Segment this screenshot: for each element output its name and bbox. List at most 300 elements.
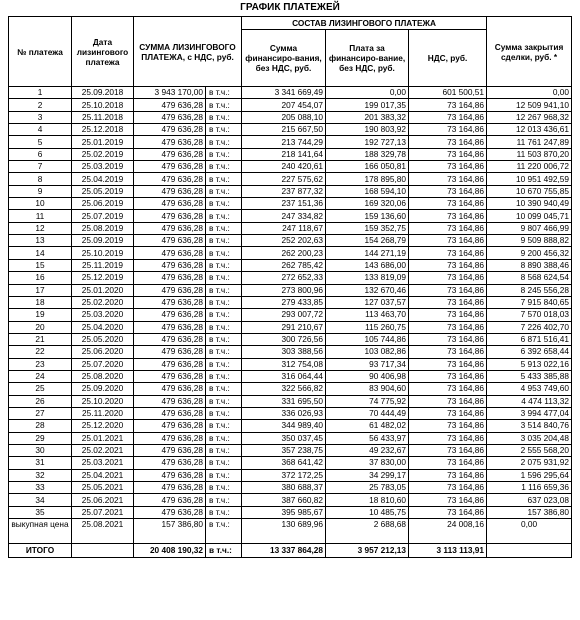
cell-payment-sum: 479 636,28 [134, 457, 206, 469]
header-closing-sum: Сумма закрытия сделки, руб. * [487, 17, 572, 87]
cell-closing: 12 267 968,32 [487, 111, 572, 123]
cell-closing: 8 890 388,46 [487, 259, 572, 271]
table-row [9, 358, 572, 370]
cell-vat: 73 164,86 [409, 247, 487, 259]
cell-payment-date: 25.08.2019 [72, 222, 134, 234]
cell-vat: 73 164,86 [409, 198, 487, 210]
cell-closing: 3 035 204,48 [487, 432, 572, 444]
buyout-vat: 24 008,16 [409, 519, 487, 544]
cell-vt: в т.ч.: [206, 432, 242, 444]
cell-fee: 93 717,34 [326, 358, 409, 370]
cell-vt: в т.ч.: [206, 272, 242, 284]
table-row [9, 321, 572, 333]
cell-financing: 205 088,10 [242, 111, 326, 123]
cell-payment-number: 1 [9, 87, 72, 99]
cell-fee: 192 727,13 [326, 136, 409, 148]
cell-payment-sum: 479 636,28 [134, 284, 206, 296]
cell-financing: 293 007,72 [242, 309, 326, 321]
cell-fee: 133 819,09 [326, 272, 409, 284]
cell-payment-number: 31 [9, 457, 72, 469]
cell-payment-sum: 479 636,28 [134, 247, 206, 259]
total-closing-empty [487, 544, 572, 558]
cell-vat: 73 164,86 [409, 222, 487, 234]
cell-closing: 1 116 659,36 [487, 482, 572, 494]
table-row [9, 148, 572, 160]
cell-fee: 105 744,86 [326, 333, 409, 345]
cell-vat: 73 164,86 [409, 296, 487, 308]
cell-fee: 37 830,00 [326, 457, 409, 469]
cell-vat: 73 164,86 [409, 333, 487, 345]
cell-vt: в т.ч.: [206, 358, 242, 370]
cell-fee: 90 406,98 [326, 370, 409, 382]
cell-fee: 190 803,92 [326, 124, 409, 136]
cell-vat: 73 164,86 [409, 148, 487, 160]
cell-payment-sum: 479 636,28 [134, 198, 206, 210]
cell-fee: 166 050,81 [326, 161, 409, 173]
cell-payment-sum: 479 636,28 [134, 235, 206, 247]
cell-vat: 73 164,86 [409, 494, 487, 506]
cell-financing: 344 989,40 [242, 420, 326, 432]
cell-vt: в т.ч.: [206, 161, 242, 173]
cell-vat: 73 164,86 [409, 272, 487, 284]
cell-payment-sum: 479 636,28 [134, 124, 206, 136]
cell-payment-date: 25.10.2020 [72, 395, 134, 407]
cell-payment-date: 25.06.2019 [72, 198, 134, 210]
header-payment-composition: СОСТАВ ЛИЗИНГОВОГО ПЛАТЕЖА [242, 17, 487, 30]
cell-vt: в т.ч.: [206, 370, 242, 382]
total-vt: в т.ч.: [206, 544, 242, 558]
cell-closing: 7 570 018,03 [487, 309, 572, 321]
header-financing-amount: Сумма финансиро-вания, без НДС, руб. [242, 30, 326, 87]
cell-payment-date: 25.07.2020 [72, 358, 134, 370]
table-row [9, 383, 572, 395]
cell-closing: 637 023,08 [487, 494, 572, 506]
cell-payment-sum: 479 636,28 [134, 494, 206, 506]
cell-vat: 73 164,86 [409, 420, 487, 432]
cell-fee: 0,00 [326, 87, 409, 99]
cell-vat: 73 164,86 [409, 124, 487, 136]
buyout-date: 25.08.2021 [72, 519, 134, 544]
cell-closing: 9 200 456,32 [487, 247, 572, 259]
cell-vt: в т.ч.: [206, 173, 242, 185]
table-row [9, 407, 572, 419]
cell-fee: 144 271,19 [326, 247, 409, 259]
cell-vat: 73 164,86 [409, 111, 487, 123]
cell-financing: 331 695,50 [242, 395, 326, 407]
cell-vt: в т.ч.: [206, 506, 242, 518]
cell-vt: в т.ч.: [206, 469, 242, 481]
buyout-sum: 157 386,80 [134, 519, 206, 544]
cell-vt: в т.ч.: [206, 482, 242, 494]
table-row [9, 99, 572, 111]
table-row [9, 469, 572, 481]
schedule-rows [9, 87, 572, 519]
cell-vt: в т.ч.: [206, 284, 242, 296]
cell-vt: в т.ч.: [206, 333, 242, 345]
cell-closing: 8 245 556,28 [487, 284, 572, 296]
cell-vt: в т.ч.: [206, 185, 242, 197]
cell-payment-number: 33 [9, 482, 72, 494]
cell-vat: 73 164,86 [409, 407, 487, 419]
cell-payment-number: 8 [9, 173, 72, 185]
cell-closing: 0,00 [487, 87, 572, 99]
cell-vat: 73 164,86 [409, 185, 487, 197]
cell-payment-number: 3 [9, 111, 72, 123]
cell-financing: 316 064,44 [242, 370, 326, 382]
cell-payment-number: 29 [9, 432, 72, 444]
cell-financing: 262 785,42 [242, 259, 326, 271]
cell-financing: 312 754,08 [242, 358, 326, 370]
cell-payment-number: 12 [9, 222, 72, 234]
cell-payment-sum: 479 636,28 [134, 358, 206, 370]
cell-payment-number: 13 [9, 235, 72, 247]
cell-payment-number: 24 [9, 370, 72, 382]
cell-closing: 2 555 568,20 [487, 444, 572, 456]
cell-fee: 83 904,60 [326, 383, 409, 395]
cell-payment-sum: 479 636,28 [134, 383, 206, 395]
cell-payment-sum: 479 636,28 [134, 333, 206, 345]
cell-vat: 73 164,86 [409, 161, 487, 173]
cell-vat: 73 164,86 [409, 210, 487, 222]
cell-financing: 372 172,25 [242, 469, 326, 481]
cell-payment-sum: 479 636,28 [134, 296, 206, 308]
cell-payment-date: 25.10.2018 [72, 99, 134, 111]
cell-fee: 70 444,49 [326, 407, 409, 419]
cell-vat: 73 164,86 [409, 395, 487, 407]
cell-payment-date: 25.09.2019 [72, 235, 134, 247]
cell-vat: 73 164,86 [409, 346, 487, 358]
cell-payment-date: 25.07.2021 [72, 506, 134, 518]
cell-financing: 336 026,93 [242, 407, 326, 419]
cell-payment-date: 25.09.2020 [72, 383, 134, 395]
cell-fee: 143 686,00 [326, 259, 409, 271]
cell-closing: 3 994 477,04 [487, 407, 572, 419]
table-row [9, 161, 572, 173]
cell-vt: в т.ч.: [206, 124, 242, 136]
cell-closing: 5 433 385,88 [487, 370, 572, 382]
cell-financing: 279 433,85 [242, 296, 326, 308]
cell-payment-sum: 479 636,28 [134, 469, 206, 481]
cell-financing: 350 037,45 [242, 432, 326, 444]
cell-closing: 9 807 466,99 [487, 222, 572, 234]
table-row [9, 370, 572, 382]
table-row [9, 247, 572, 259]
cell-vat: 73 164,86 [409, 370, 487, 382]
cell-payment-number: 5 [9, 136, 72, 148]
cell-financing: 300 726,56 [242, 333, 326, 345]
cell-closing: 4 474 113,32 [487, 395, 572, 407]
header-payment-sum: СУММА ЛИЗИНГОВОГО ПЛАТЕЖА, с НДС, руб. [134, 17, 242, 87]
cell-payment-number: 26 [9, 395, 72, 407]
cell-financing: 218 141,64 [242, 148, 326, 160]
cell-fee: 49 232,67 [326, 444, 409, 456]
cell-vat: 73 164,86 [409, 457, 487, 469]
cell-payment-sum: 479 636,28 [134, 222, 206, 234]
table-row [9, 259, 572, 271]
table-row [9, 235, 572, 247]
cell-payment-number: 11 [9, 210, 72, 222]
cell-vt: в т.ч.: [206, 444, 242, 456]
cell-closing: 11 220 006,72 [487, 161, 572, 173]
cell-payment-sum: 479 636,28 [134, 210, 206, 222]
cell-vt: в т.ч.: [206, 87, 242, 99]
table-row [9, 185, 572, 197]
table-row [9, 432, 572, 444]
table-row [9, 457, 572, 469]
cell-payment-number: 10 [9, 198, 72, 210]
cell-closing: 1 596 295,64 [487, 469, 572, 481]
cell-vat: 73 164,86 [409, 432, 487, 444]
cell-vat: 73 164,86 [409, 235, 487, 247]
cell-fee: 61 482,02 [326, 420, 409, 432]
table-row [9, 87, 572, 99]
cell-financing: 227 575,62 [242, 173, 326, 185]
cell-payment-sum: 479 636,28 [134, 370, 206, 382]
cell-vt: в т.ч.: [206, 309, 242, 321]
header-financing-fee: Плата за финансиро-вание, без НДС, руб. [326, 30, 409, 87]
cell-vt: в т.ч.: [206, 247, 242, 259]
cell-payment-date: 25.05.2020 [72, 333, 134, 345]
cell-payment-number: 32 [9, 469, 72, 481]
table-row [9, 296, 572, 308]
cell-closing: 11 503 870,20 [487, 148, 572, 160]
cell-payment-number: 22 [9, 346, 72, 358]
cell-payment-date: 25.05.2019 [72, 185, 134, 197]
cell-vt: в т.ч.: [206, 395, 242, 407]
cell-payment-date: 25.04.2021 [72, 469, 134, 481]
cell-payment-sum: 479 636,28 [134, 161, 206, 173]
cell-fee: 25 783,05 [326, 482, 409, 494]
cell-fee: 34 299,17 [326, 469, 409, 481]
cell-payment-sum: 479 636,28 [134, 407, 206, 419]
cell-vt: в т.ч.: [206, 494, 242, 506]
total-row [9, 544, 572, 558]
cell-payment-number: 19 [9, 309, 72, 321]
cell-payment-sum: 479 636,28 [134, 259, 206, 271]
cell-vt: в т.ч.: [206, 111, 242, 123]
buyout-closing: 0,00 [487, 519, 572, 544]
table-row [9, 210, 572, 222]
cell-fee: 56 433,97 [326, 432, 409, 444]
cell-closing: 4 953 749,60 [487, 383, 572, 395]
table-row [9, 284, 572, 296]
cell-payment-date: 25.03.2019 [72, 161, 134, 173]
cell-financing: 387 660,82 [242, 494, 326, 506]
cell-payment-sum: 479 636,28 [134, 99, 206, 111]
cell-closing: 6 392 658,44 [487, 346, 572, 358]
table-row [9, 309, 572, 321]
cell-fee: 10 485,75 [326, 506, 409, 518]
cell-payment-date: 25.06.2020 [72, 346, 134, 358]
cell-fee: 201 383,32 [326, 111, 409, 123]
total-label: ИТОГО [9, 544, 72, 558]
cell-closing: 12 509 941,10 [487, 99, 572, 111]
cell-payment-date: 25.03.2020 [72, 309, 134, 321]
cell-vat: 73 164,86 [409, 321, 487, 333]
table-row [9, 198, 572, 210]
total-date-empty [72, 544, 134, 558]
cell-closing: 10 390 940,49 [487, 198, 572, 210]
cell-payment-sum: 479 636,28 [134, 346, 206, 358]
buyout-row [9, 519, 572, 544]
cell-vat: 73 164,86 [409, 259, 487, 271]
cell-vt: в т.ч.: [206, 148, 242, 160]
cell-financing: 207 454,07 [242, 99, 326, 111]
cell-vt: в т.ч.: [206, 420, 242, 432]
cell-payment-sum: 3 943 170,00 [134, 87, 206, 99]
cell-payment-date: 25.04.2019 [72, 173, 134, 185]
cell-fee: 127 037,57 [326, 296, 409, 308]
cell-financing: 395 985,67 [242, 506, 326, 518]
cell-vat: 73 164,86 [409, 469, 487, 481]
cell-fee: 18 810,60 [326, 494, 409, 506]
cell-payment-number: 34 [9, 494, 72, 506]
cell-payment-number: 7 [9, 161, 72, 173]
table-row [9, 333, 572, 345]
total-fee: 3 957 212,13 [326, 544, 409, 558]
cell-payment-date: 25.03.2021 [72, 457, 134, 469]
payment-schedule-table [8, 16, 572, 558]
cell-payment-number: 21 [9, 333, 72, 345]
cell-closing: 5 913 022,16 [487, 358, 572, 370]
cell-financing: 215 667,50 [242, 124, 326, 136]
cell-vat: 601 500,51 [409, 87, 487, 99]
cell-payment-number: 35 [9, 506, 72, 518]
cell-vat: 73 164,86 [409, 358, 487, 370]
cell-financing: 273 800,96 [242, 284, 326, 296]
table-row [9, 444, 572, 456]
cell-payment-date: 25.01.2019 [72, 136, 134, 148]
cell-fee: 178 895,80 [326, 173, 409, 185]
cell-payment-date: 25.02.2020 [72, 296, 134, 308]
cell-financing: 368 641,42 [242, 457, 326, 469]
cell-fee: 188 329,78 [326, 148, 409, 160]
cell-financing: 252 202,63 [242, 235, 326, 247]
cell-payment-date: 25.12.2018 [72, 124, 134, 136]
cell-payment-number: 25 [9, 383, 72, 395]
buyout-financing: 130 689,96 [242, 519, 326, 544]
cell-payment-sum: 479 636,28 [134, 272, 206, 284]
cell-payment-sum: 479 636,28 [134, 432, 206, 444]
cell-payment-sum: 479 636,28 [134, 420, 206, 432]
cell-vat: 73 164,86 [409, 482, 487, 494]
cell-closing: 11 761 247,89 [487, 136, 572, 148]
cell-payment-date: 25.11.2018 [72, 111, 134, 123]
cell-vat: 73 164,86 [409, 383, 487, 395]
cell-payment-date: 25.11.2020 [72, 407, 134, 419]
cell-closing: 157 386,80 [487, 506, 572, 518]
cell-vt: в т.ч.: [206, 407, 242, 419]
cell-vat: 73 164,86 [409, 444, 487, 456]
cell-payment-number: 6 [9, 148, 72, 160]
cell-payment-number: 9 [9, 185, 72, 197]
cell-fee: 159 352,75 [326, 222, 409, 234]
cell-financing: 247 334,82 [242, 210, 326, 222]
header-payment-date: Дата лизингового платежа [72, 17, 134, 87]
cell-vt: в т.ч.: [206, 383, 242, 395]
cell-payment-date: 25.08.2020 [72, 370, 134, 382]
cell-vt: в т.ч.: [206, 259, 242, 271]
cell-payment-number: 14 [9, 247, 72, 259]
cell-payment-sum: 479 636,28 [134, 395, 206, 407]
cell-fee: 154 268,79 [326, 235, 409, 247]
cell-vt: в т.ч.: [206, 321, 242, 333]
cell-payment-number: 2 [9, 99, 72, 111]
cell-vt: в т.ч.: [206, 346, 242, 358]
table-row [9, 395, 572, 407]
cell-financing: 3 341 669,49 [242, 87, 326, 99]
cell-vt: в т.ч.: [206, 99, 242, 111]
table-row [9, 494, 572, 506]
cell-payment-number: 23 [9, 358, 72, 370]
cell-financing: 303 388,56 [242, 346, 326, 358]
cell-financing: 322 566,82 [242, 383, 326, 395]
cell-payment-date: 25.04.2020 [72, 321, 134, 333]
cell-vt: в т.ч.: [206, 222, 242, 234]
cell-vt: в т.ч.: [206, 136, 242, 148]
cell-closing: 6 871 516,41 [487, 333, 572, 345]
cell-payment-number: 16 [9, 272, 72, 284]
total-vat: 3 113 113,91 [409, 544, 487, 558]
buyout-fee: 2 688,68 [326, 519, 409, 544]
cell-vat: 73 164,86 [409, 173, 487, 185]
cell-financing: 380 688,37 [242, 482, 326, 494]
cell-financing: 357 238,75 [242, 444, 326, 456]
cell-payment-date: 25.10.2019 [72, 247, 134, 259]
cell-closing: 10 670 755,85 [487, 185, 572, 197]
cell-vat: 73 164,86 [409, 284, 487, 296]
cell-payment-date: 25.12.2020 [72, 420, 134, 432]
cell-fee: 103 082,86 [326, 346, 409, 358]
cell-payment-number: 27 [9, 407, 72, 419]
cell-vat: 73 164,86 [409, 309, 487, 321]
cell-closing: 10 099 045,71 [487, 210, 572, 222]
cell-payment-number: 20 [9, 321, 72, 333]
cell-payment-date: 25.06.2021 [72, 494, 134, 506]
cell-payment-number: 4 [9, 124, 72, 136]
cell-closing: 2 075 931,92 [487, 457, 572, 469]
cell-fee: 169 320,06 [326, 198, 409, 210]
table-row [9, 124, 572, 136]
schedule-title: ГРАФИК ПЛАТЕЖЕЙ [240, 2, 340, 13]
cell-payment-sum: 479 636,28 [134, 444, 206, 456]
header-payment-number: № платежа [9, 17, 72, 87]
cell-closing: 3 514 840,76 [487, 420, 572, 432]
cell-payment-date: 25.07.2019 [72, 210, 134, 222]
cell-vt: в т.ч.: [206, 296, 242, 308]
cell-financing: 262 200,23 [242, 247, 326, 259]
total-financing: 13 337 864,28 [242, 544, 326, 558]
table-row [9, 136, 572, 148]
cell-financing: 213 744,29 [242, 136, 326, 148]
buyout-label: выкупная цена [9, 519, 72, 544]
cell-fee: 159 136,60 [326, 210, 409, 222]
cell-vt: в т.ч.: [206, 198, 242, 210]
cell-payment-sum: 479 636,28 [134, 111, 206, 123]
cell-payment-sum: 479 636,28 [134, 173, 206, 185]
cell-payment-date: 25.05.2021 [72, 482, 134, 494]
cell-closing: 12 013 436,61 [487, 124, 572, 136]
cell-payment-sum: 479 636,28 [134, 136, 206, 148]
cell-closing: 7 226 402,70 [487, 321, 572, 333]
table-row [9, 222, 572, 234]
cell-vat: 73 164,86 [409, 506, 487, 518]
cell-financing: 291 210,67 [242, 321, 326, 333]
table-row [9, 482, 572, 494]
cell-payment-number: 18 [9, 296, 72, 308]
cell-fee: 113 463,70 [326, 309, 409, 321]
cell-payment-sum: 479 636,28 [134, 482, 206, 494]
